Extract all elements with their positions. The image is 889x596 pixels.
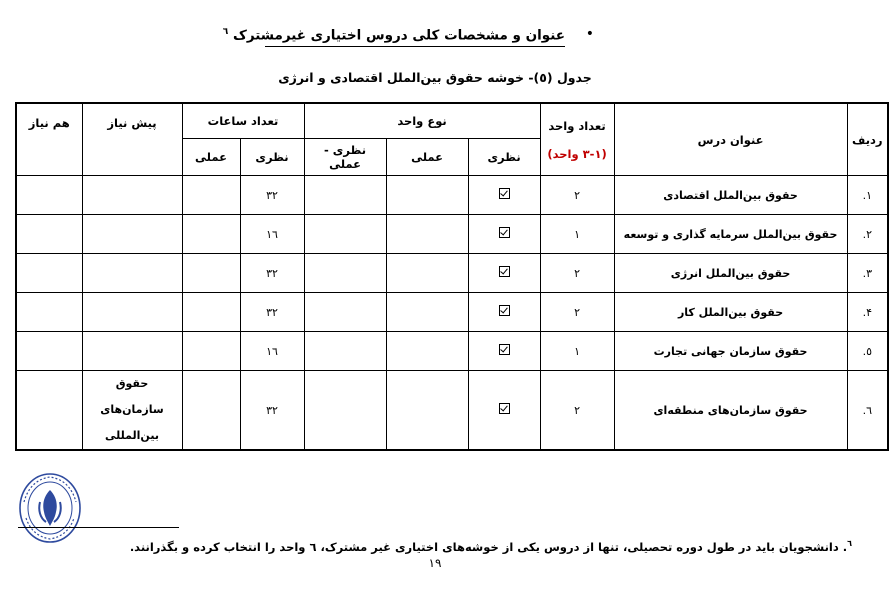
title-underline [265,46,565,47]
table-row [16,176,888,215]
row-no: ٢. [847,215,888,254]
checked-box-icon [499,305,510,316]
theory-cell [468,332,540,371]
table-row [16,215,888,254]
footnote-separator [18,527,179,528]
practical-cell [386,332,468,371]
checked-box-icon [499,188,510,199]
units-cell: ١ [540,332,614,371]
header-prerequisite: پیش نیاز [82,103,182,176]
hours-practical-cell [182,293,240,332]
footnote-ref: ٦ [222,27,229,37]
table-row [16,332,888,371]
header-units [540,103,614,176]
hours-practical-cell [182,254,240,293]
practical-cell [386,176,468,215]
corequisite-cell [16,332,82,371]
header-row-no: ردیف [847,103,888,176]
row-no: ١. [847,176,888,215]
hours-practical-cell [182,371,240,451]
theory-practical-cell [304,371,386,451]
header-theory-practical: نظری - عملی [304,139,386,176]
course-title: حقوق سازمان جهانی تجارت [614,332,847,371]
course-title: حقوق سازمان‌های منطقه‌ای [614,371,847,451]
table-row [16,254,888,293]
practical-cell [386,293,468,332]
prerequisite-cell: حقوق سازمان‌های بین‌المللی [82,371,182,451]
units-cell: ٢ [540,293,614,332]
course-title: حقوق بین‌الملل کار [614,293,847,332]
units-cell: ٢ [540,371,614,451]
theory-practical-cell [304,215,386,254]
theory-practical-cell [304,332,386,371]
row-no: ٣. [847,254,888,293]
header-practical: عملی [386,139,468,176]
units-cell: ٢ [540,176,614,215]
header-course-title: عنوان درس [614,103,847,176]
table-row [16,371,888,451]
practical-cell [386,215,468,254]
header-units-label: تعداد واحد [548,118,606,133]
prerequisite-cell [82,293,182,332]
checked-box-icon [499,403,510,414]
footnote-text: . دانشجویان باید در طول دوره تحصیلی، تنها از دروس یکی از خوشه‌های اختیاری غیر مشترک، ٦ واحد را انتخاب کرده و بگذرانند. [129,539,848,554]
hours-theory-cell: ٣٢ [240,176,304,215]
prerequisite-cell [82,332,182,371]
hours-theory-cell: ١٦ [240,215,304,254]
header-hours-theory: نظری [240,139,304,176]
table-row [16,293,888,332]
hours-theory-cell: ٣٢ [240,293,304,332]
prerequisite-cell [82,176,182,215]
checked-box-icon [499,227,510,238]
row-no: ٥. [847,332,888,371]
theory-practical-cell [304,254,386,293]
course-table [15,102,889,451]
theory-cell [468,293,540,332]
checked-box-icon [499,266,510,277]
theory-cell [468,371,540,451]
theory-practical-cell [304,176,386,215]
corequisite-cell [16,254,82,293]
header-hours: تعداد ساعات [182,103,304,139]
row-no: ٦. [847,371,888,451]
theory-practical-cell [304,293,386,332]
corequisite-cell [16,293,82,332]
header-unit-type: نوع واحد [304,103,540,139]
corequisite-cell [16,215,82,254]
hours-practical-cell [182,215,240,254]
theory-cell [468,254,540,293]
corequisite-cell [16,371,82,451]
section-heading [0,24,870,48]
practical-cell [386,254,468,293]
checked-box-icon [499,344,510,355]
institution-seal-icon [18,472,82,544]
practical-cell [386,371,468,451]
footnote [12,539,852,554]
bullet: • [585,26,594,42]
header-theory: نظری [468,139,540,176]
units-cell: ١ [540,215,614,254]
header-hours-practical: عملی [182,139,240,176]
theory-cell [468,215,540,254]
hours-theory-cell: ٣٢ [240,371,304,451]
footnote-marker: ٦ [847,539,852,548]
section-title-text: عنوان و مشخصات کلی دروس اختیاری غیرمشترک [233,27,565,44]
prerequisite-cell [82,254,182,293]
page-number: ١٩ [428,556,442,570]
course-title: حقوق بین‌الملل اقتصادی [614,176,847,215]
section-title [221,27,565,44]
row-no: ۴. [847,293,888,332]
course-title: حقوق بین‌الملل انرژی [614,254,847,293]
header-units-note: (١-٣ واحد) [547,146,607,161]
course-title: حقوق بین‌الملل سرمایه گذاری و توسعه [614,215,847,254]
units-cell: ٢ [540,254,614,293]
theory-cell [468,176,540,215]
corequisite-cell [16,176,82,215]
table-caption: جدول (٥)- خوشه حقوق بین‌الملل اقتصادی و انرژی [278,70,592,85]
prerequisite-cell [82,215,182,254]
hours-theory-cell: ١٦ [240,332,304,371]
hours-practical-cell [182,176,240,215]
hours-theory-cell: ٣٢ [240,254,304,293]
hours-practical-cell [182,332,240,371]
header-corequisite: هم نیاز [16,103,82,176]
